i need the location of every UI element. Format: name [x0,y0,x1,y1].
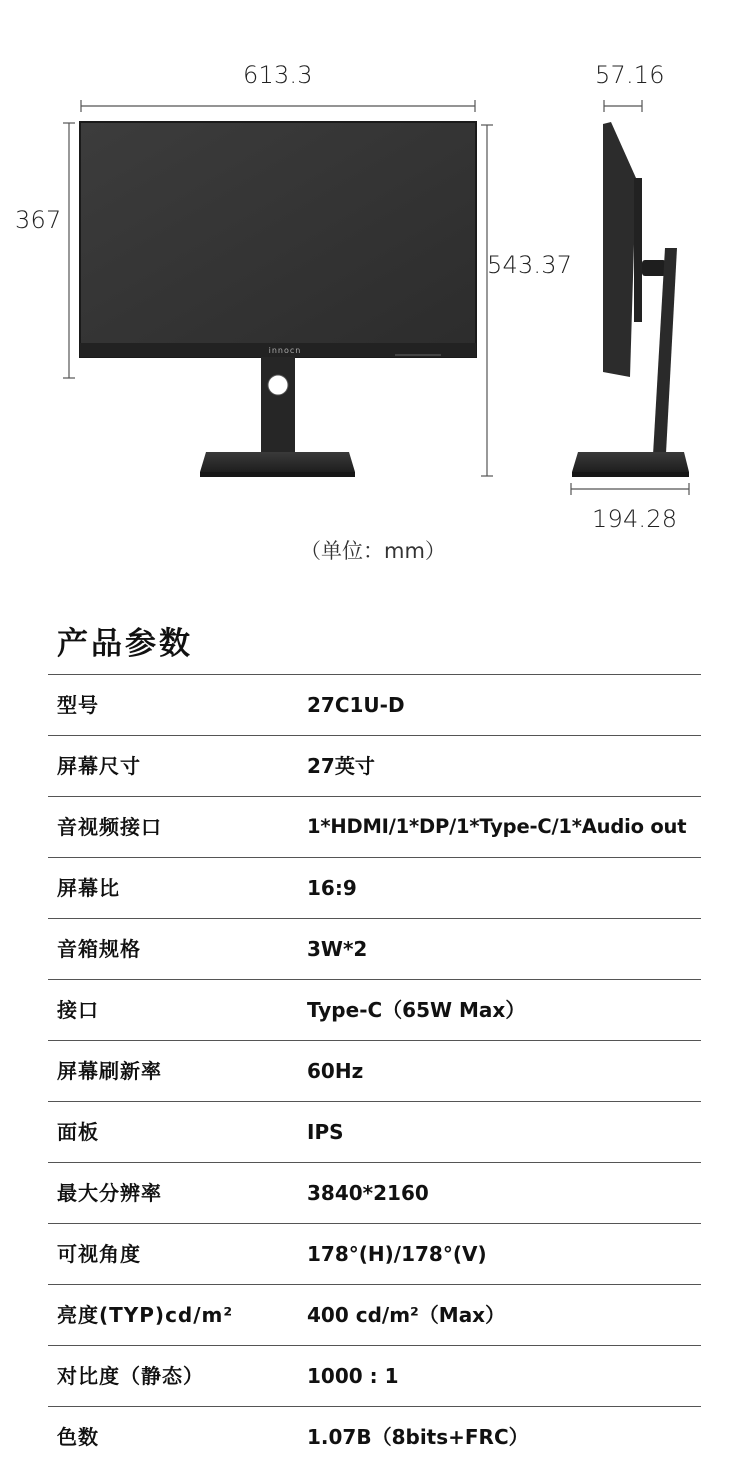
base-depth-label: 194.28 [592,505,678,533]
spec-value: 400 cd/m²（Max） [307,1303,506,1327]
spec-row [48,918,701,979]
spec-value: 1000 : 1 [307,1364,399,1388]
total-height-dimension-line [481,125,493,476]
spec-row [48,1406,701,1467]
spec-row [48,1101,701,1162]
base-depth-dimension-line [571,483,689,495]
spec-row [48,1162,701,1223]
unit-note: （单位：mm） [300,539,446,563]
spec-row [48,674,701,735]
spec-value: 1*HDMI/1*DP/1*Type-C/1*Audio out [307,815,687,838]
spec-key: 对比度（静态） [57,1364,204,1388]
spec-key: 屏幕比 [57,876,120,900]
spec-value: 27英寸 [307,754,375,778]
spec-row [48,1223,701,1284]
spec-key: 型号 [57,693,99,717]
front-height-label: 367 [15,206,62,234]
spec-key: 屏幕刷新率 [57,1059,162,1083]
spec-row [48,1040,701,1101]
spec-value: 16:9 [307,876,357,900]
spec-key: 可视角度 [57,1242,141,1266]
spec-value: Type-C（65W Max） [307,998,526,1022]
spec-value: 1.07B（8bits+FRC） [307,1425,529,1449]
spec-value: 60Hz [307,1059,364,1083]
monitor-front-view [80,122,476,477]
spec-row [48,1345,701,1406]
spec-value: IPS [307,1120,344,1144]
spec-key: 色数 [57,1425,99,1449]
spec-row [48,796,701,857]
spec-row [48,1284,701,1345]
spec-table [48,674,701,1467]
spec-key: 接口 [57,998,99,1022]
section-title: 产品参数 [57,626,193,662]
brand-logo: innocn [268,346,302,355]
spec-key: 音视频接口 [57,815,162,839]
spec-key: 面板 [57,1120,99,1144]
spec-value: 178°(H)/178°(V) [307,1242,487,1266]
spec-value: 3840*2160 [307,1181,429,1205]
front-width-label: 613.3 [243,61,313,89]
spec-key: 最大分辨率 [57,1181,162,1205]
front-height-dimension-line [63,123,75,378]
side-depth-dimension-line [604,100,642,112]
spec-value: 3W*2 [307,937,368,961]
spec-value: 27C1U-D [307,693,405,717]
side-depth-label: 57.16 [595,61,665,89]
spec-key: 亮度(TYP)cd/m² [57,1303,234,1327]
spec-key: 屏幕尺寸 [57,754,141,778]
monitor-dimension-diagram [0,0,750,600]
monitor-side-view [572,122,689,477]
front-width-dimension-line [81,100,475,112]
spec-row [48,735,701,796]
total-height-label: 543.37 [487,251,573,279]
spec-row [48,979,701,1040]
spec-key: 音箱规格 [57,937,141,961]
spec-row [48,857,701,918]
